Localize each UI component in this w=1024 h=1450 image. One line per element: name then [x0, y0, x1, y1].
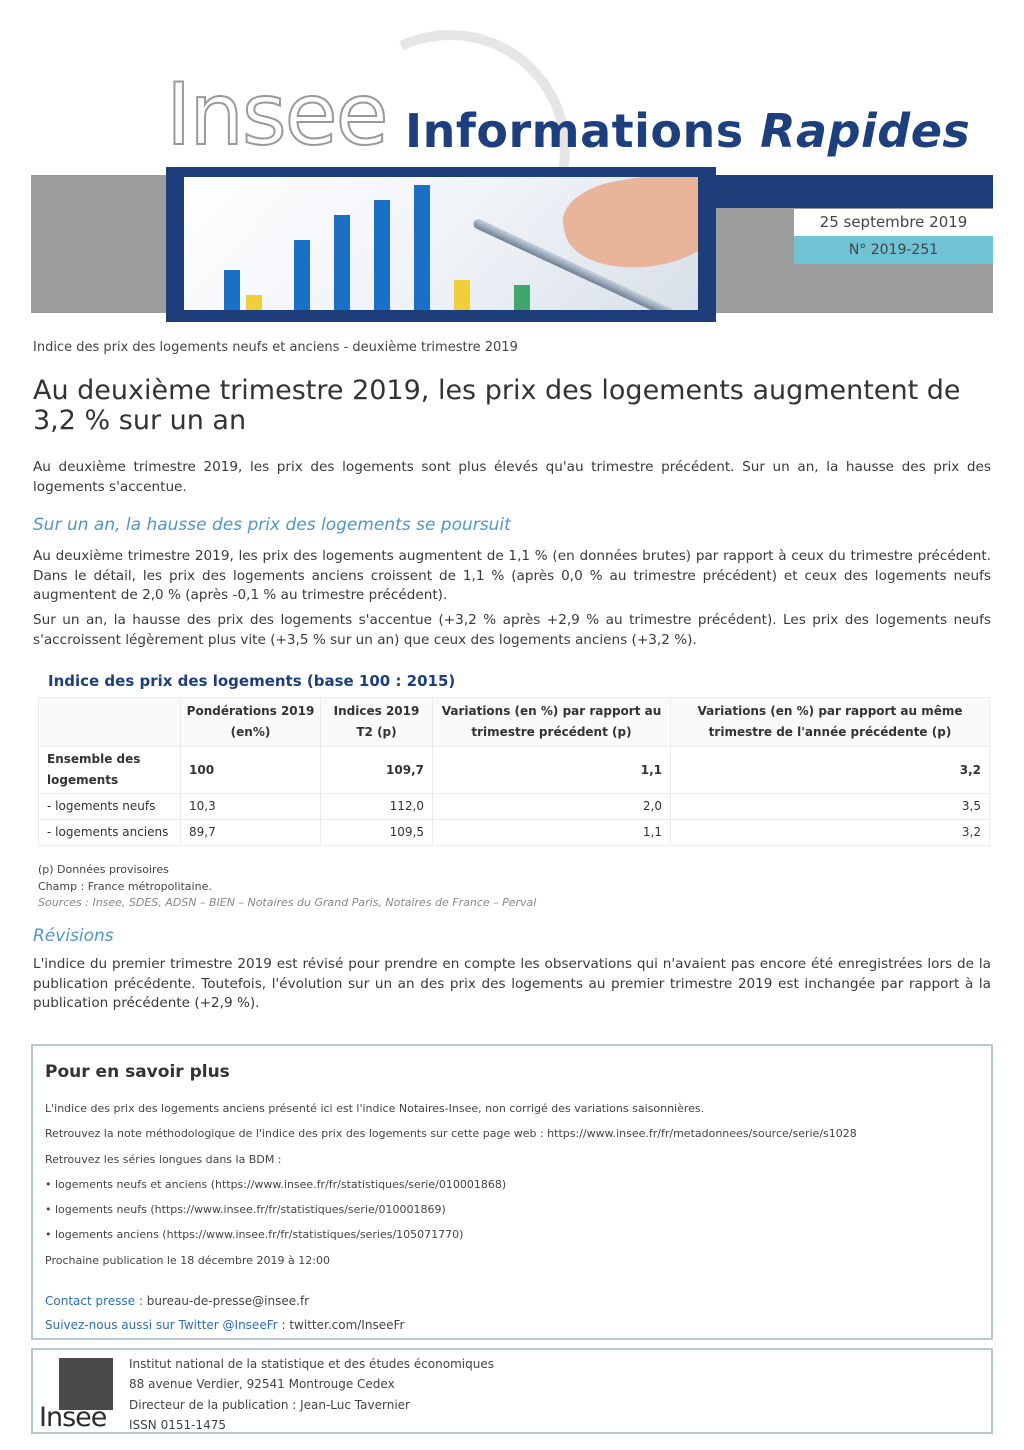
twitter-contact	[45, 1313, 404, 1337]
table-cell: 109,5	[321, 820, 433, 846]
press-contact-label[interactable]: Contact presse	[45, 1294, 136, 1308]
series-link-old[interactable]: • logements anciens (https://www.insee.fr/fr/statistiques/series/105071770)	[45, 1228, 464, 1242]
table-cell: 109,7	[321, 747, 433, 794]
learn-more-title: Pour en savoir plus	[45, 1062, 230, 1082]
photo-bar	[414, 185, 430, 310]
revisions-paragraph: L'indice du premier trimestre 2019 est révisé pour prendre en compte les observations qui n'avaient pas encore été enregistrées lors de la publication précédente. Toutefois, l'évolution sur un an des prix des logements au premier trimestre 2019 est inchangée par rapport à la publication précédente (+2,9 %).	[33, 956, 991, 1011]
table-header: Variations (en %) par rapport au même trimestre de l'année précédente (p)	[671, 698, 990, 747]
press-contact	[45, 1289, 404, 1313]
header-blue-strip	[715, 175, 993, 208]
chart-photo-image	[184, 177, 698, 310]
table-header: Indices 2019 T2 (p)	[321, 698, 433, 747]
learn-more-line: Retrouvez les séries longues dans la BDM :	[45, 1152, 282, 1166]
series-link-new[interactable]: • logements neufs (https://www.insee.fr/fr/statistiques/serie/010001869)	[45, 1203, 446, 1217]
publication-title-main: Informations	[405, 104, 744, 158]
table-row	[39, 747, 990, 794]
table-row	[39, 794, 990, 820]
photo-bar	[224, 270, 240, 310]
twitter-url[interactable]: : twitter.com/InseeFr	[277, 1318, 405, 1332]
footer-line: 88 avenue Verdier, 92541 Montrouge Cedex	[129, 1377, 395, 1392]
header-photo	[166, 167, 716, 322]
revisions-heading: Révisions	[33, 926, 114, 946]
table-cell: 3,2	[671, 747, 990, 794]
publication-title-italic: Rapides	[760, 104, 971, 158]
price-index-table	[38, 697, 990, 846]
publication-date: 25 septembre 2019	[794, 209, 993, 236]
contact-block	[45, 1289, 404, 1337]
table-notes	[38, 862, 536, 912]
publication-number: N° 2019-251	[794, 236, 993, 264]
learn-more-line: L'indice des prix des logements anciens présenté ici est l'indice Notaires-Insee, non corrigé des variations saisonnières.	[45, 1102, 705, 1115]
footer-logo-word: Insee	[39, 1402, 107, 1433]
footer	[31, 1348, 993, 1434]
table-cell: 10,3	[181, 794, 321, 820]
table-cell: 1,1	[433, 747, 671, 794]
footer-line: Directeur de la publication : Jean-Luc Tavernier	[129, 1397, 410, 1412]
body-paragraph: Au deuxième trimestre 2019, les prix des logements augmentent de 1,1 % (en données brutes) par rapport à ceux du trimestre précédent. Dans le détail, les prix des logements anciens croissent de 1,1 % (après 0,0 % au trimestre précédent) et ceux des logements neufs augmentent de 2,0 % (après -0,1 % au trimestre précédent).	[33, 548, 991, 603]
table-cell: - logements neufs	[39, 794, 181, 820]
table-header: Pondérations 2019 (en%)	[181, 698, 321, 747]
photo-bar	[334, 215, 350, 310]
footer-line: ISSN 0151-1475	[129, 1417, 226, 1432]
footer-address	[129, 1354, 494, 1435]
learn-more-box	[31, 1044, 993, 1340]
table-header-row	[39, 698, 990, 747]
note-provisional: (p) Données provisoires	[38, 863, 169, 876]
publication-title	[405, 104, 970, 158]
footer-line: Institut national de la statistique et des études économiques	[129, 1357, 494, 1371]
photo-bar	[374, 200, 390, 310]
page-title: Au deuxième trimestre 2019, les prix des logements augmentent de 3,2 % sur un an	[33, 375, 961, 436]
table-cell: Ensemble des logements	[39, 747, 181, 794]
table-cell: - logements anciens	[39, 820, 181, 846]
table-cell: 100	[181, 747, 321, 794]
table-row	[39, 820, 990, 846]
table-title: Indice des prix des logements (base 100 : 2015)	[48, 672, 456, 690]
twitter-label[interactable]: Suivez-nous aussi sur Twitter @InseeFr	[45, 1318, 278, 1332]
note-sources: Sources : Insee, SDES, ADSN – BIEN – Notaires du Grand Paris, Notaires de France – Perval	[38, 896, 537, 909]
note-scope: Champ : France métropolitaine.	[38, 879, 212, 893]
photo-bar	[514, 285, 530, 310]
table-cell: 89,7	[181, 820, 321, 846]
document-kicker: Indice des prix des logements neufs et anciens - deuxième trimestre 2019	[33, 340, 518, 355]
table-cell: 3,2	[671, 820, 990, 846]
learn-more-lines	[45, 1102, 857, 1279]
series-link-all[interactable]: • logements neufs et anciens (https://www.insee.fr/fr/statistiques/serie/010001868)	[45, 1177, 507, 1191]
insee-logo	[37, 1354, 117, 1432]
table-cell: 3,5	[671, 794, 990, 820]
table-header: Variations (en %) par rapport au trimestre précédent (p)	[433, 698, 671, 747]
table-cell: 2,0	[433, 794, 671, 820]
photo-bar	[246, 295, 262, 310]
table-header	[39, 698, 181, 747]
methodology-link[interactable]: Retrouvez la note méthodologique de l'indice des prix des logements sur cette page web : https://www.insee.fr/fr/metadonnees/source/serie/s1028	[45, 1127, 857, 1141]
photo-bar	[454, 280, 470, 310]
press-contact-email[interactable]: : bureau-de-presse@insee.fr	[135, 1294, 310, 1308]
insee-logo-word: Insee	[166, 65, 387, 165]
table-cell: 1,1	[433, 820, 671, 846]
section-heading: Sur un an, la hausse des prix des logements se poursuit	[33, 515, 511, 535]
body-paragraph: Sur un an, la hausse des prix des logements s'accentue (+3,2 % après +2,9 % au trimestre précédent). Les prix des logements neufs s'accroissent légèrement plus vite (+3,5 % sur un an) que ceux des logements anciens (+3,2 %).	[33, 612, 991, 648]
photo-bar	[294, 240, 310, 310]
intro-paragraph: Au deuxième trimestre 2019, les prix des logements sont plus élevés qu'au trimestre précédent. Sur un an, la hausse des prix des logements s'accentue.	[33, 459, 991, 495]
next-publication: Prochaine publication le 18 décembre 2019 à 12:00	[45, 1253, 330, 1267]
masthead	[0, 0, 1024, 330]
table-cell: 112,0	[321, 794, 433, 820]
